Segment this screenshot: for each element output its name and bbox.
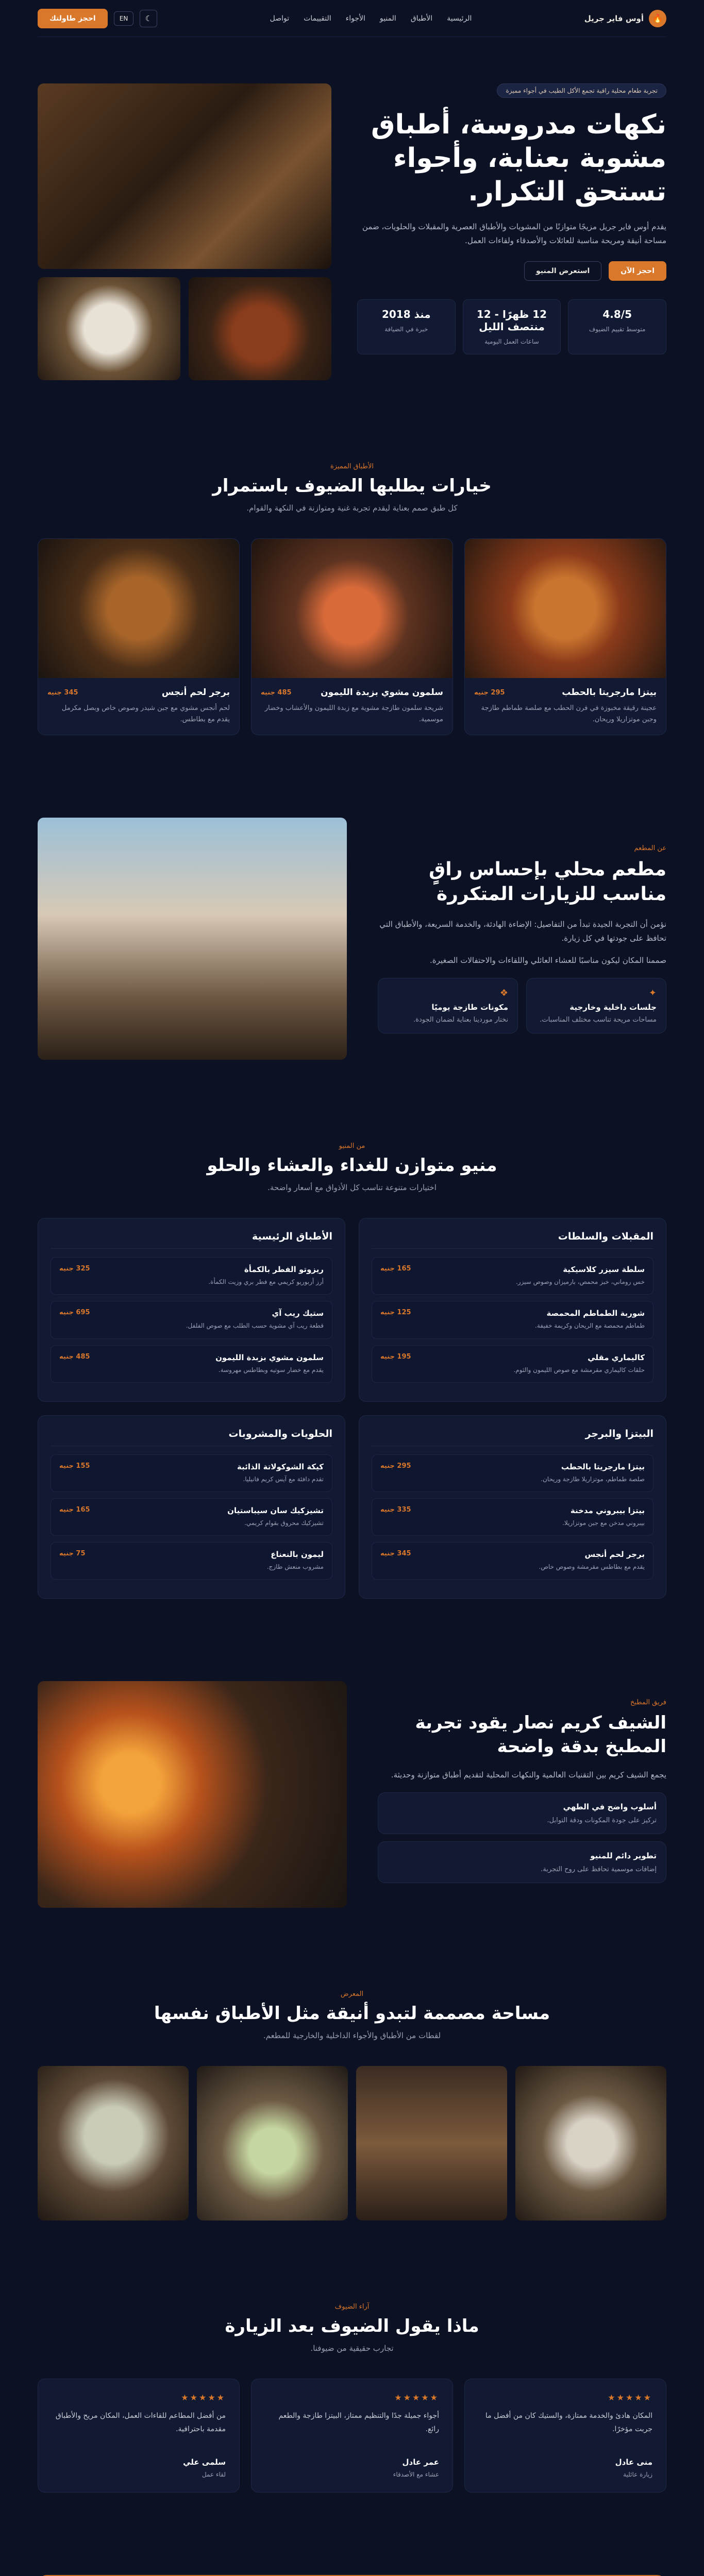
star-rating-icon: ★★★★★ [394, 2393, 439, 2403]
reviews-title: ماذا يقول الضيوف بعد الزيارة [225, 2316, 479, 2337]
menu-item-price: 295 جنيه [380, 1462, 411, 1470]
gallery-image[interactable] [515, 2066, 666, 2221]
menu-category-title: الأطباق الرئيسية [51, 1231, 332, 1249]
dish-description: شريحة سلمون طازجة مشوية مع زبدة الليمون والأعشاب وخضار موسمية. [264, 704, 443, 724]
review-card [38, 2379, 240, 2493]
menu-item-price: 155 جنيه [59, 1462, 90, 1470]
hero-images [38, 83, 331, 380]
hero-buttons [357, 261, 666, 281]
hero-book-button[interactable]: احجز الآن [609, 261, 666, 281]
dishes-grid [38, 538, 666, 735]
dishes-section [38, 421, 666, 776]
reviews-kicker: آراء الضيوف [334, 2303, 370, 2311]
gallery-kicker: المعرض [340, 1990, 364, 1998]
dishes-subtitle: كل طبق صمم بعناية ليقدم تجربة غنية ومتوازنة في النكهة والقوام. [246, 503, 458, 513]
gallery-image[interactable] [38, 2066, 189, 2221]
brand[interactable] [584, 10, 666, 27]
review-card [251, 2379, 453, 2493]
menu-item-name: كاليماري مقلي [588, 1352, 645, 1362]
reviews-grid [38, 2379, 666, 2493]
gallery-subtitle: لقطات من الأطباق والأجواء الداخلية والخارجية للمطعم. [263, 2031, 441, 2041]
pizza-image [465, 539, 666, 678]
atmosphere-kicker: عن المطعم [634, 844, 666, 852]
nav-item-menu[interactable]: المنيو [379, 14, 396, 23]
main-nav [270, 14, 472, 23]
nav-item-reviews[interactable]: التقييمات [304, 14, 331, 23]
menu-item-price: 125 جنيه [380, 1309, 411, 1317]
burger-image [38, 539, 239, 678]
hero-image-row [38, 277, 331, 380]
feature-title: جلسات داخلية وخارجية [569, 1002, 657, 1012]
dish-card[interactable] [464, 538, 666, 735]
menu-category-title: المقبلات والسلطات [372, 1231, 653, 1249]
feature-row [378, 978, 666, 1033]
menu-item[interactable] [372, 1301, 653, 1338]
menu-item-desc: يقدم مع بطاطس مقرمشة وصوص خاص. [539, 1563, 645, 1571]
nav-item-dishes[interactable]: الأطباق [410, 14, 433, 23]
chef-highlight-title: أسلوب واضح في الطهي [563, 1802, 657, 1812]
menu-item[interactable] [51, 1542, 332, 1580]
menu-item[interactable] [372, 1498, 653, 1536]
menu-item[interactable] [51, 1454, 332, 1492]
reviewer-name: سلمى علي [183, 2458, 226, 2467]
stat-label: متوسط تقييم الضيوف [589, 326, 646, 333]
stat-hours [463, 299, 561, 354]
gallery-image[interactable] [197, 2066, 348, 2221]
feature-card [526, 978, 666, 1033]
menu-item-desc: يقدم مع خضار سوتيه وبطاطس مهروسة. [218, 1366, 324, 1374]
menu-item-desc: طماطم محمصة مع الريحان وكريمة خفيفة. [535, 1322, 645, 1330]
chef-flame-image [38, 1681, 347, 1908]
menu-item-price: 165 جنيه [380, 1265, 411, 1273]
review-text: المكان هادئ والخدمة ممتازة، والستيك كان من أفضل ما جربت مؤخرًا. [485, 2412, 652, 2433]
stat-value: منذ 2018 [381, 308, 431, 320]
menu-grid [38, 1218, 666, 1599]
book-table-button[interactable]: احجز طاولتك [38, 9, 108, 28]
language-switch[interactable]: EN [114, 11, 134, 26]
atmosphere-layout [38, 818, 666, 1060]
header-actions [38, 9, 157, 28]
menu-category-title: الحلويات والمشروبات [51, 1428, 332, 1446]
menu-item-price: 695 جنيه [59, 1309, 90, 1317]
chef-section [38, 1640, 666, 1949]
theme-toggle-icon[interactable]: ☾ [140, 10, 157, 27]
menu-category-title: البيتزا والبرجر [372, 1428, 653, 1446]
menu-item-price: 345 جنيه [380, 1550, 411, 1558]
dish-price: 485 جنيه [261, 688, 292, 697]
gallery-title: مساحة مصممة لتبدو أنيقة مثل الأطباق نفسها [154, 2003, 550, 2024]
reviewer-name: منى عادل [615, 2458, 652, 2467]
seat-icon: ✦ [648, 987, 657, 998]
menu-item[interactable] [372, 1454, 653, 1492]
reviews-section [38, 2262, 666, 2534]
menu-item-desc: بيبروني مدخن مع جبن موتزاريلا. [562, 1519, 645, 1527]
menu-item-desc: أرز أربوريو كريمي مع فطر بري وزيت الكمأة. [208, 1278, 324, 1286]
menu-section [38, 1101, 666, 1640]
menu-item-name: ليمون بالنعناع [271, 1550, 324, 1560]
menu-item-name: تشيزكيك سان سيباستيان [227, 1505, 324, 1515]
menu-item-desc: قطعة ريب آي مشوية حسب الطلب مع صوص الفلفل. [186, 1322, 324, 1330]
brand-name: أوس فاير جريل [584, 13, 644, 23]
hero-text [357, 83, 666, 354]
dish-body [252, 678, 452, 735]
review-text: من أفضل المطاعم للقاءات العمل، المكان مريح والأطباق مقدمة باحترافية. [55, 2412, 226, 2433]
gallery-image[interactable] [356, 2066, 507, 2221]
dish-description: عجينة رقيقة مخبوزة في فرن الحطب مع صلصة طماطم طازجة وجبن موتزاريلا وريحان. [481, 704, 657, 724]
review-card [464, 2379, 666, 2493]
menu-item-price: 485 جنيه [59, 1352, 90, 1361]
menu-item-desc: مشروب منعش طازج. [266, 1563, 324, 1571]
menu-category [38, 1218, 345, 1402]
menu-item-desc: خس روماني، خبز محمص، بارميزان وصوص سيزر. [515, 1278, 645, 1286]
dish-price: 345 جنيه [47, 688, 78, 697]
dish-header [261, 687, 443, 698]
chef-highlight [378, 1841, 666, 1883]
menu-item-desc: تقدم دافئة مع آيس كريم فانيليا. [243, 1475, 324, 1483]
menu-item-price: 195 جنيه [380, 1352, 411, 1361]
menu-item-desc: حلقات كاليماري مقرمشة مع صوص الليمون والثوم. [513, 1366, 645, 1374]
atmosphere-paragraph: نؤمن أن التجربة الجيدة تبدأ من التفاصيل: الإضاءة الهادئة، والخدمة السريعة، والأطباق التي تحافظ على جودتها في كل زيارة. [379, 919, 666, 943]
menu-category [38, 1415, 345, 1599]
dishes-kicker: الأطباق المميزة [330, 463, 374, 470]
site-header [38, 0, 666, 37]
dish-card[interactable] [38, 538, 240, 735]
menu-item-name: سلطة سيزر كلاسيكية [563, 1265, 645, 1275]
chef-highlight-title: تطوير دائم للمنيو [590, 1851, 657, 1861]
feature-desc: مساحات مريحة تناسب مختلف المناسبات. [540, 1015, 657, 1024]
menu-item-name: بيتزا مارجريتا بالحطب [561, 1462, 645, 1471]
hero-menu-button[interactable]: استعرض المنيو [524, 261, 601, 281]
menu-subtitle: اختيارات متنوعة تناسب كل الأذواق مع أسعار واضحة. [267, 1183, 437, 1193]
chef-highlight-desc: إضافات موسمية تحافظ على روح التجربة. [541, 1866, 657, 1874]
gallery-section [38, 1949, 666, 2262]
restaurant-interior-image [38, 83, 331, 269]
menu-item[interactable] [372, 1542, 653, 1580]
nav-item-home[interactable]: الرئيسية [447, 14, 472, 23]
dish-body [465, 678, 666, 735]
hero-description: يقدم أوس فاير جريل مزيجًا متوازنًا من المشويات والأطباق العصرية والمقبلات والحلويات، ضمن مساحة أنيقة ومريحة مناسبة للعائلات والأصدقاء ولقاءات العمل. [362, 222, 666, 245]
dish-header [47, 687, 230, 698]
stat-rating [568, 299, 666, 354]
menu-category [359, 1415, 666, 1599]
stat-value: 4.8/5 [602, 308, 632, 320]
dish-card[interactable] [251, 538, 453, 735]
atmosphere-section [38, 776, 666, 1101]
cta-section [38, 2534, 666, 2576]
dish-price: 295 جنيه [474, 688, 505, 697]
menu-item[interactable] [51, 1301, 332, 1338]
menu-item[interactable] [51, 1345, 332, 1383]
leaf-icon: ❖ [499, 987, 508, 998]
stat-since [357, 299, 456, 354]
hero-pill: تجربة طعام محلية راقية تجمع الأكل الطيب في أجواء مميزة [497, 83, 666, 98]
dish-name: سلمون مشوي بزبدة الليمون [321, 687, 443, 698]
menu-category [359, 1218, 666, 1402]
menu-item[interactable] [51, 1498, 332, 1536]
reviews-subtitle: تجارب حقيقية من ضيوفنا. [310, 2344, 394, 2353]
nav-item-contact[interactable]: تواصل [270, 14, 290, 23]
chef-title: الشيف كريم نصار يقود تجربة المطبخ بدقة واضحة [415, 1713, 666, 1757]
gallery-grid [38, 2066, 666, 2221]
stat-label: ساعات العمل اليومية [484, 338, 539, 345]
chef-layout [38, 1681, 666, 1908]
grilled-ribs-image [189, 277, 331, 380]
dish-header [474, 687, 657, 698]
menu-kicker: من المنيو [339, 1142, 365, 1150]
review-text: أجواء جميلة جدًا والتنظيم ممتاز، البيتزا طازجة والطعم رائع. [278, 2412, 439, 2433]
atmosphere-paragraph: صممنا المكان ليكون مناسبًا للعشاء العائلي واللقاءات والاحتفالات الصغيرة. [430, 955, 666, 965]
menu-item-desc: صلصة طماطم، موتزاريلا طازجة وريحان. [541, 1475, 645, 1483]
dishes-title: خيارات يطلبها الضيوف باستمرار [212, 476, 492, 496]
reviewer-role: زيارة عائلية [623, 2471, 652, 2479]
hero-title: نكهات مدروسة، أطباق مشوية بعناية، وأجواء تستحق التكرار. [371, 109, 666, 207]
menu-item[interactable] [372, 1257, 653, 1295]
chef-text [378, 1699, 666, 1890]
dish-name: بيتزا مارجريتا بالحطب [562, 687, 657, 698]
reviewer-role: عشاء مع الأصدقاء [393, 2471, 439, 2479]
feature-card [378, 978, 518, 1033]
terrace-image [38, 818, 347, 1060]
dish-body [38, 678, 239, 735]
dish-name: برجر لحم أنجس [161, 687, 230, 698]
menu-item-name: برجر لحم أنجس [584, 1550, 645, 1560]
stat-value: 12 ظهرًا - 12 منتصف الليل [476, 308, 547, 333]
flame-icon: 🔥 [649, 10, 666, 27]
hero-section [38, 37, 666, 421]
chef-highlight [378, 1792, 666, 1834]
nav-item-atmosphere[interactable]: الأجواء [345, 14, 365, 23]
menu-item-price: 335 جنيه [380, 1505, 411, 1514]
star-rating-icon: ★★★★★ [608, 2393, 652, 2403]
chef-highlight-desc: تركيز على جودة المكونات ودقة التوابل. [547, 1817, 657, 1825]
star-rating-icon: ★★★★★ [181, 2393, 226, 2403]
stat-label: خبرة في الضيافة [384, 326, 428, 333]
menu-item[interactable] [51, 1257, 332, 1295]
menu-item-price: 75 جنيه [59, 1550, 86, 1558]
menu-item-name: ريزوتو الفطر بالكمأة [244, 1265, 324, 1275]
feature-desc: نختار موردينا بعناية لضمان الجودة. [413, 1015, 508, 1024]
feature-title: مكونات طازجة يوميًا [431, 1002, 508, 1012]
menu-item-name: سلمون مشوي بزبدة الليمون [215, 1352, 324, 1362]
hero-stats [357, 299, 666, 354]
plated-dish-image [38, 277, 180, 380]
menu-item-price: 165 جنيه [59, 1505, 90, 1514]
atmosphere-title: مطعم محلي بإحساس راقٍ مناسب للزيارات المتكررة [429, 858, 666, 905]
menu-item-price: 325 جنيه [59, 1265, 90, 1273]
menu-title: منيو متوازن للغداء والعشاء والحلو [207, 1155, 497, 1176]
menu-item[interactable] [372, 1345, 653, 1383]
atmosphere-text [378, 844, 666, 1033]
menu-item-name: بيتزا بيبروني مدخنة [570, 1505, 645, 1515]
menu-item-name: ستيك ريب آي [272, 1309, 324, 1318]
reviewer-name: عمر عادل [402, 2458, 439, 2467]
reviewer-role: لقاء عمل [202, 2471, 226, 2479]
chef-kicker: فريق المطبخ [630, 1699, 666, 1707]
salmon-image [252, 539, 452, 678]
menu-item-desc: تشيزكيك محروق بقوام كريمي. [244, 1519, 324, 1527]
menu-item-name: شوربة الطماطم المحمصة [546, 1309, 645, 1318]
menu-item-name: كيكة الشوكولاتة الذائبة [237, 1462, 324, 1471]
dish-description: لحم أنجس مشوي مع جبن شيدر وصوص خاص وبصل مكرمل يقدم مع بطاطس. [61, 704, 230, 724]
chef-description: يجمع الشيف كريم بين التقنيات العالمية والنكهات المحلية لتقديم أطباق متوازنة وحديثة. [391, 1770, 666, 1780]
